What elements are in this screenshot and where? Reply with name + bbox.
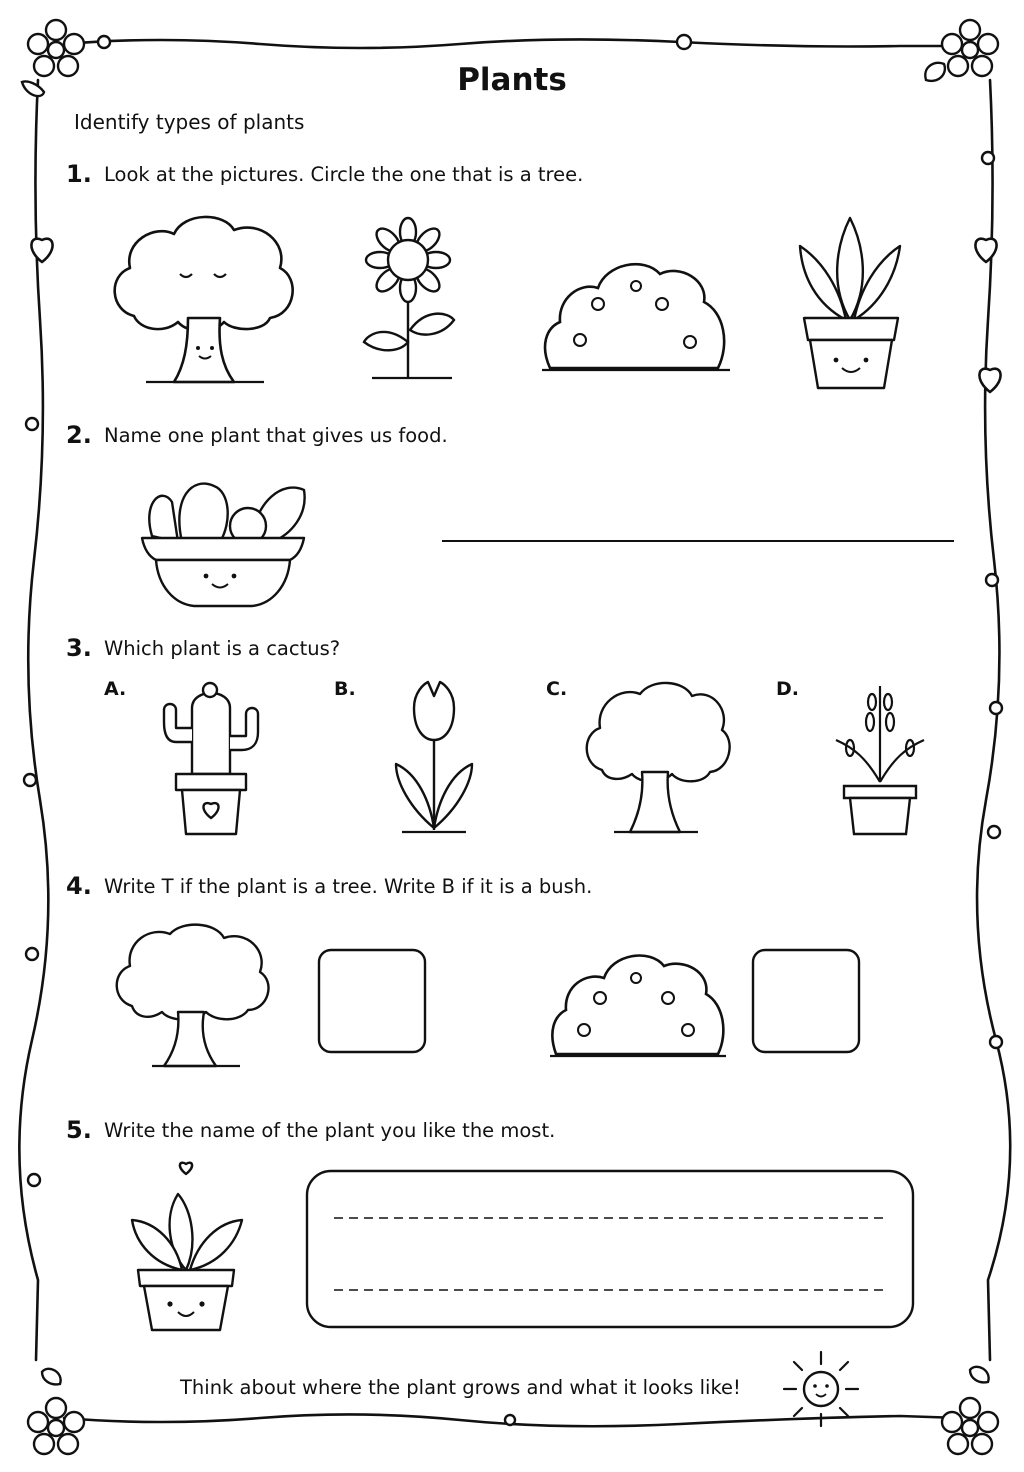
tree-icon[interactable]	[104, 206, 304, 386]
bush-icon	[548, 942, 728, 1062]
question-1-text: Look at the pictures. Circle the one that is a tree.	[104, 163, 584, 186]
answer-line[interactable]	[442, 536, 962, 546]
vegetable-basket-icon	[122, 462, 312, 612]
question-3-text: Which plant is a cactus?	[104, 637, 341, 660]
flower-corner-icon	[8, 8, 108, 108]
question-5-number: 5.	[66, 1116, 92, 1144]
question-2-number: 2.	[66, 421, 92, 449]
footer-note: Think about where the plant grows and what it looks like!	[180, 1376, 741, 1399]
bush-icon[interactable]	[540, 246, 730, 376]
flower-corner-icon	[918, 1362, 1018, 1462]
option-b-label[interactable]: B.	[334, 678, 356, 700]
answer-box-bush[interactable]	[752, 949, 862, 1055]
question-4-number: 4.	[66, 872, 92, 900]
heart-icon	[975, 239, 996, 262]
flower-corner-icon	[8, 1362, 108, 1462]
flower-corner-icon	[918, 8, 1018, 108]
question-2-text: Name one plant that gives us food.	[104, 424, 448, 447]
heart-icon	[979, 369, 1000, 392]
option-d-label[interactable]: D.	[776, 678, 799, 700]
tulip-icon[interactable]	[388, 678, 478, 838]
tree-icon[interactable]	[580, 676, 730, 836]
answer-box-tree[interactable]	[318, 949, 428, 1055]
question-1-number: 1.	[66, 160, 92, 188]
potted-plant-icon[interactable]	[796, 216, 906, 396]
tree-icon	[108, 920, 278, 1070]
question-4-text: Write T if the plant is a tree. Write B if it is a bush.	[104, 875, 593, 898]
fern-pot-icon[interactable]	[826, 678, 936, 838]
page-subtitle: Identify types of plants	[74, 110, 305, 134]
option-a-label[interactable]: A.	[104, 678, 127, 700]
heart-icon	[31, 239, 52, 262]
question-5-text: Write the name of the plant you like the most.	[104, 1119, 556, 1142]
answer-writing-box[interactable]	[306, 1170, 916, 1330]
question-3-number: 3.	[66, 634, 92, 662]
page-title: Plants	[457, 62, 567, 98]
sunflower-icon[interactable]	[356, 212, 466, 382]
sun-icon	[776, 1344, 866, 1434]
option-c-label[interactable]: C.	[546, 678, 568, 700]
potted-plant-icon	[124, 1160, 254, 1340]
cactus-icon[interactable]	[156, 678, 266, 838]
